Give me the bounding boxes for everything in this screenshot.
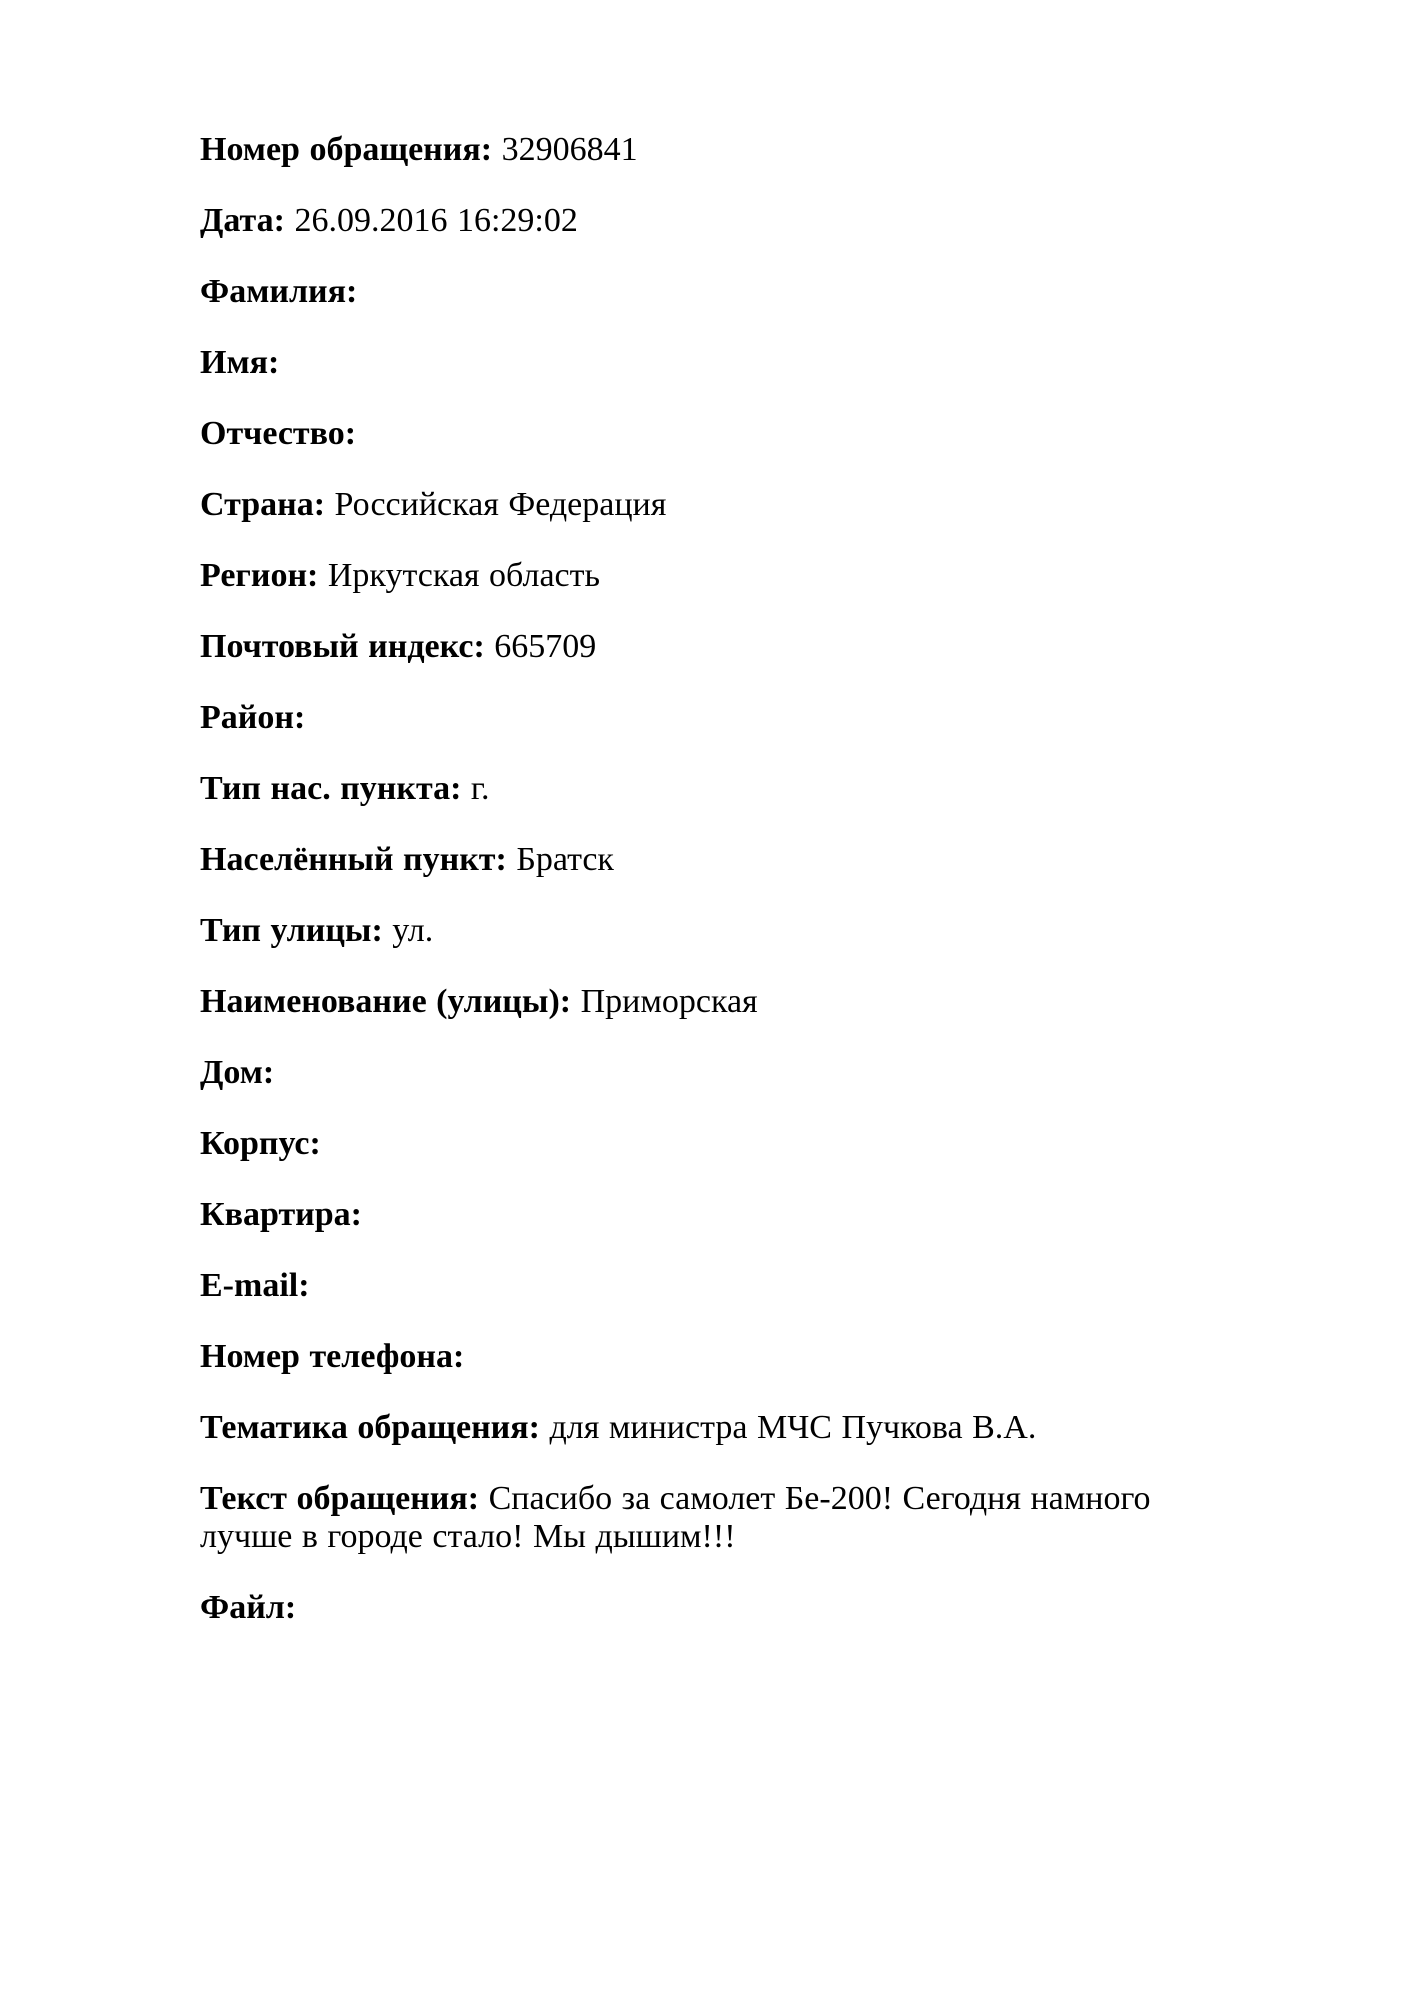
- field-value: для министра МЧС Пучкова В.А.: [549, 1409, 1037, 1446]
- field-row: [200, 1054, 1218, 1092]
- field-value: ул.: [392, 912, 434, 949]
- field-row: [200, 557, 1218, 595]
- field-row: [200, 1589, 1218, 1627]
- field-label: Страна:: [200, 486, 326, 523]
- field-label: Квартира:: [200, 1196, 362, 1233]
- field-row: [200, 202, 1218, 240]
- field-row: [200, 912, 1218, 950]
- field-row: [200, 628, 1218, 666]
- field-label: Район:: [200, 699, 306, 736]
- field-label: E-mail:: [200, 1267, 310, 1304]
- field-row: [200, 486, 1218, 524]
- field-row: [200, 983, 1218, 1021]
- field-value: Спасибо за самолет Бе-200! Сегодня намного лучше в городе стало! Мы дышим!!!: [200, 1480, 1151, 1555]
- field-label: Населённый пункт:: [200, 841, 507, 878]
- field-label: Корпус:: [200, 1125, 321, 1162]
- field-label: Тип улицы:: [200, 912, 383, 949]
- field-label: Номер телефона:: [200, 1338, 465, 1375]
- field-label: Дата:: [200, 202, 285, 239]
- field-value: 665709: [494, 628, 597, 665]
- field-label: Дом:: [200, 1054, 275, 1091]
- field-label: Номер обращения:: [200, 131, 493, 168]
- field-row: [200, 770, 1218, 808]
- field-label: Тип нас. пункта:: [200, 770, 462, 807]
- field-label: Фамилия:: [200, 273, 358, 310]
- field-label: Имя:: [200, 344, 280, 381]
- field-label: Регион:: [200, 557, 319, 594]
- field-label: Тематика обращения:: [200, 1409, 540, 1446]
- field-row: [200, 1338, 1218, 1376]
- field-row: [200, 415, 1218, 453]
- field-label: Отчество:: [200, 415, 357, 452]
- field-row: [200, 1196, 1218, 1234]
- field-value: Приморская: [580, 983, 758, 1020]
- field-row: [200, 1125, 1218, 1163]
- field-value: 32906841: [501, 131, 638, 168]
- field-row: [200, 344, 1218, 382]
- field-label: Почтовый индекс:: [200, 628, 485, 665]
- field-label: Файл:: [200, 1589, 297, 1626]
- field-row: [200, 1409, 1218, 1447]
- field-value: 26.09.2016 16:29:02: [294, 202, 578, 239]
- field-label: Наименование (улицы):: [200, 983, 572, 1020]
- field-row: [200, 841, 1218, 879]
- field-value: Братск: [516, 841, 614, 878]
- field-value: г.: [470, 770, 490, 807]
- field-row: [200, 699, 1218, 737]
- appeal-document: [200, 131, 1218, 1627]
- field-row: [200, 1267, 1218, 1305]
- field-value: Российская Федерация: [334, 486, 667, 523]
- field-value: Иркутская область: [327, 557, 601, 594]
- field-row: [200, 131, 1218, 169]
- field-row: [200, 1480, 1218, 1556]
- field-row: [200, 273, 1218, 311]
- field-label: Текст обращения:: [200, 1480, 480, 1517]
